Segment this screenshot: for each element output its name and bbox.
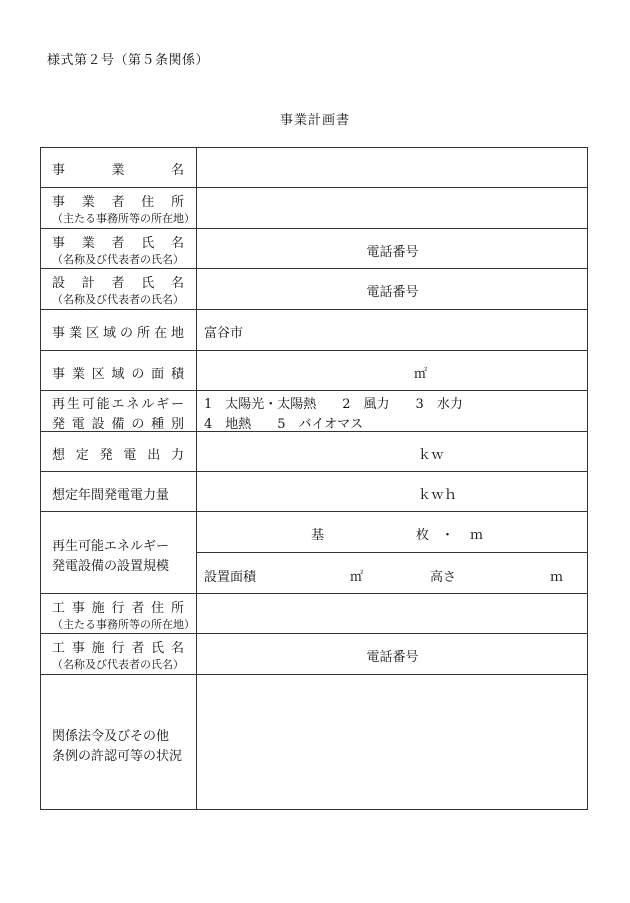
row-divider <box>40 511 588 512</box>
contractor-address-note: （主たる事務所等の所在地） <box>52 618 195 631</box>
operator-address-note: （主たる事務所等の所在地） <box>52 212 195 225</box>
contractor-phone-label: 電話番号 <box>366 650 419 665</box>
row-divider <box>40 309 588 310</box>
height-label: 高さ <box>430 570 457 585</box>
sub-row-divider <box>196 552 588 553</box>
installation-area-unit: ㎡ <box>350 570 364 585</box>
facility-scale-label-1: 再生可能エネルギー <box>52 539 170 554</box>
facility-scale-base-unit: 基 <box>311 528 325 543</box>
designer-phone-label: 電話番号 <box>366 285 419 300</box>
operator-name-note: （名称及び代表者の氏名） <box>52 253 184 266</box>
row-divider <box>40 471 588 472</box>
row-divider <box>40 390 588 391</box>
form-number-label: 様式第２号（第５条関係） <box>47 53 210 68</box>
facility-scale-m-unit: ｍ <box>470 528 484 543</box>
expected-output-label: 想定発電出力 <box>52 448 184 463</box>
expected-output-unit: ｋｗ <box>418 448 445 463</box>
row-divider <box>40 268 588 269</box>
annual-output-unit: ｋｗｈ <box>418 488 458 503</box>
area-size-label: 事業区域の面積 <box>52 367 184 382</box>
contractor-name-note: （名称及び代表者の氏名） <box>52 658 184 671</box>
row-divider <box>40 633 588 634</box>
designer-name-note: （名称及び代表者の氏名） <box>52 293 184 306</box>
installation-area-label: 設置面積 <box>204 570 257 585</box>
permits-label-1: 関係法令及びその他 <box>52 729 170 744</box>
facility-scale-dot: ・ <box>441 528 455 543</box>
designer-name-label: 設計者氏名 <box>52 276 184 291</box>
contractor-address-label: 工事施行者住所 <box>52 601 184 616</box>
facility-type-options-1: 1 太陽光・太陽熱 2 風力 3 水力 <box>204 397 463 412</box>
operator-phone-label: 電話番号 <box>366 245 419 260</box>
contractor-name-label: 工事施行者氏名 <box>52 641 184 656</box>
row-divider <box>40 674 588 675</box>
row-divider <box>40 593 588 594</box>
project-name-label: 事業名 <box>52 163 184 178</box>
facility-type-options-2: 4 地熱 5 バイオマス <box>204 417 364 432</box>
facility-scale-label-2: 発電設備の設置規模 <box>52 559 170 574</box>
operator-address-label: 事業者住所 <box>52 195 184 210</box>
height-unit: ｍ <box>550 570 564 585</box>
document-title: 事業計画書 <box>279 113 350 128</box>
facility-scale-sheets-unit: 枚 <box>416 528 430 543</box>
row-divider <box>40 228 588 229</box>
area-location-label: 事業区域の所在地 <box>52 326 184 341</box>
area-size-unit: ㎡ <box>414 367 428 382</box>
row-divider <box>40 187 588 188</box>
facility-type-label-2: 発電設備の種別 <box>52 417 184 432</box>
operator-name-label: 事業者氏名 <box>52 236 184 251</box>
annual-output-label: 想定年間発電電力量 <box>52 488 170 503</box>
row-divider <box>40 350 588 351</box>
permits-label-2: 条例の許認可等の状況 <box>52 749 183 764</box>
area-location-value: 富谷市 <box>204 326 244 341</box>
facility-type-label-1: 再生可能エネルギー <box>52 397 184 412</box>
